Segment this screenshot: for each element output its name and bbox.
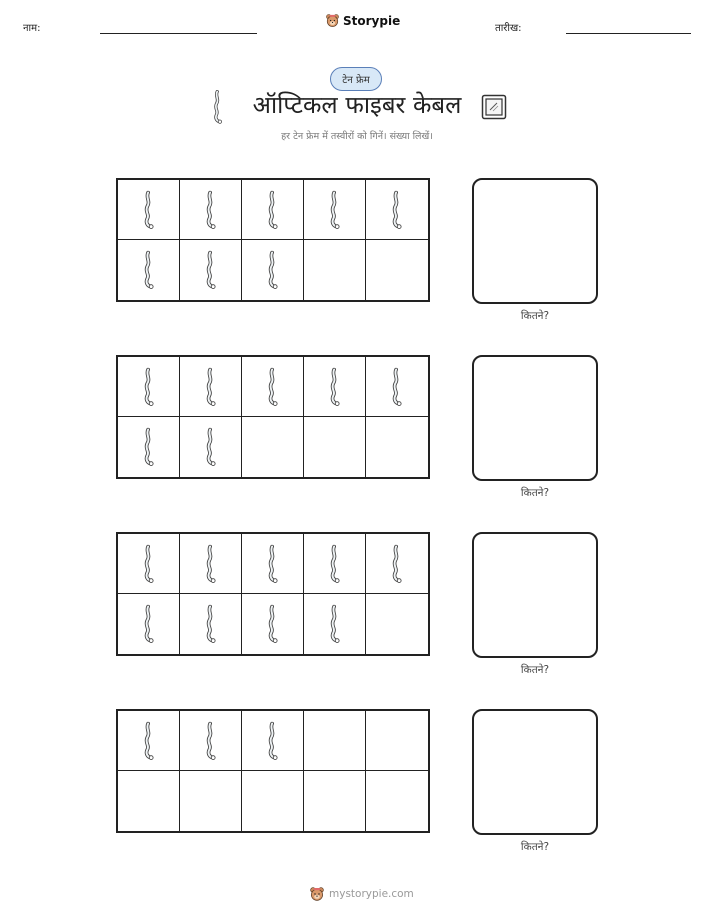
ten-frame-cell	[366, 417, 428, 477]
optical-fiber-cable-icon	[204, 189, 218, 231]
optical-fiber-cable-icon	[204, 426, 218, 468]
bear-mascot-icon	[309, 886, 325, 902]
ten-frame-cell	[304, 771, 366, 831]
optical-fiber-cable-icon	[328, 603, 342, 645]
ten-frame-cell	[118, 594, 180, 654]
how-many-label: कितने?	[520, 310, 550, 322]
optical-fiber-cable-icon	[204, 366, 218, 408]
ten-frame-cell	[242, 417, 304, 477]
ten-frame-cell	[242, 180, 304, 240]
optical-fiber-cable-icon	[390, 366, 404, 408]
ten-frame	[116, 709, 430, 833]
optical-fiber-cable-icon	[266, 366, 280, 408]
optical-fiber-cable-icon	[266, 603, 280, 645]
ten-frame-cell	[118, 240, 180, 300]
optical-fiber-cable-icon	[266, 543, 280, 585]
ten-frame-cell	[304, 240, 366, 300]
ten-frame-cell	[118, 180, 180, 240]
ten-frame-cell	[242, 534, 304, 594]
ten-frame-cell	[304, 357, 366, 417]
optical-fiber-cable-icon	[328, 543, 342, 585]
ten-frame-cell	[366, 771, 428, 831]
optical-fiber-cable-icon	[142, 189, 156, 231]
optical-fiber-cable-icon	[204, 249, 218, 291]
page-title: ऑप्टिकल फाइबर केबल	[252, 91, 462, 119]
ten-frame-cell	[242, 711, 304, 771]
ten-frame-cell	[180, 594, 242, 654]
ten-frame-cell	[366, 711, 428, 771]
answer-box[interactable]	[472, 355, 598, 481]
ten-frame-cell	[304, 534, 366, 594]
ten-frame	[116, 355, 430, 479]
optical-fiber-cable-icon	[142, 249, 156, 291]
optical-fiber-cable-icon	[328, 189, 342, 231]
instruction-text: हर टेन फ्रेम में तस्वीरों को गिनें। संख्या लिखें।	[281, 131, 433, 142]
ten-frame-cell	[180, 180, 242, 240]
answer-box[interactable]	[472, 178, 598, 304]
optical-fiber-cable-icon	[266, 249, 280, 291]
ten-frame-cell	[118, 534, 180, 594]
ten-frame	[116, 178, 430, 302]
footer	[309, 886, 414, 902]
optical-fiber-cable-icon	[328, 366, 342, 408]
ten-frame-cell	[180, 240, 242, 300]
ten-frame	[116, 532, 430, 656]
how-many-label: कितने?	[520, 841, 550, 853]
ten-frame-cell	[180, 771, 242, 831]
ten-frame-cell	[304, 594, 366, 654]
ten-frame-cell	[366, 180, 428, 240]
optical-fiber-cable-icon	[142, 426, 156, 468]
optical-fiber-cable-icon	[142, 366, 156, 408]
ten-frame-cell	[180, 711, 242, 771]
ten-frame-cell	[242, 594, 304, 654]
ten-frame-cell	[118, 771, 180, 831]
ten-frame-cell	[118, 357, 180, 417]
bear-mascot-icon	[325, 13, 340, 28]
name-label: नाम:	[23, 23, 41, 34]
ten-frame-cell	[304, 180, 366, 240]
date-label: तारीख:	[495, 23, 522, 34]
answer-box[interactable]	[472, 532, 598, 658]
name-line[interactable]	[100, 33, 257, 34]
optical-fiber-cable-icon	[204, 720, 218, 762]
optical-fiber-cable-icon	[266, 720, 280, 762]
ten-frame-cell	[118, 711, 180, 771]
ten-frame-cell	[242, 240, 304, 300]
brand-name: Storypie	[343, 13, 401, 28]
ten-frame-cell	[366, 357, 428, 417]
ten-frame-cell	[304, 417, 366, 477]
brand-logo	[325, 13, 400, 28]
optical-fiber-cable-icon	[266, 189, 280, 231]
ten-frame-cell	[242, 771, 304, 831]
date-line[interactable]	[566, 33, 691, 34]
optical-fiber-cable-icon	[142, 720, 156, 762]
footer-url[interactable]: mystorypie.com	[329, 888, 414, 900]
ten-frame-cell	[180, 357, 242, 417]
optical-fiber-cable-icon	[204, 543, 218, 585]
ten-frame-cell	[366, 240, 428, 300]
ten-frame-cell	[304, 711, 366, 771]
ten-frame-cell	[180, 417, 242, 477]
how-many-label: कितने?	[520, 487, 550, 499]
ten-frame-cell	[242, 357, 304, 417]
answer-box[interactable]	[472, 709, 598, 835]
optical-fiber-cable-icon	[390, 543, 404, 585]
optical-fiber-cable-icon	[142, 603, 156, 645]
topic-badge: टेन फ्रेम	[330, 67, 382, 91]
square-frame-icon	[481, 94, 507, 120]
how-many-label: कितने?	[520, 664, 550, 676]
optical-fiber-cable-icon	[204, 603, 218, 645]
ten-frame-cell	[366, 594, 428, 654]
ten-frame-cell	[366, 534, 428, 594]
ten-frame-cell	[118, 417, 180, 477]
optical-fiber-cable-icon	[142, 543, 156, 585]
ten-frame-cell	[180, 534, 242, 594]
optical-fiber-cable-icon	[390, 189, 404, 231]
